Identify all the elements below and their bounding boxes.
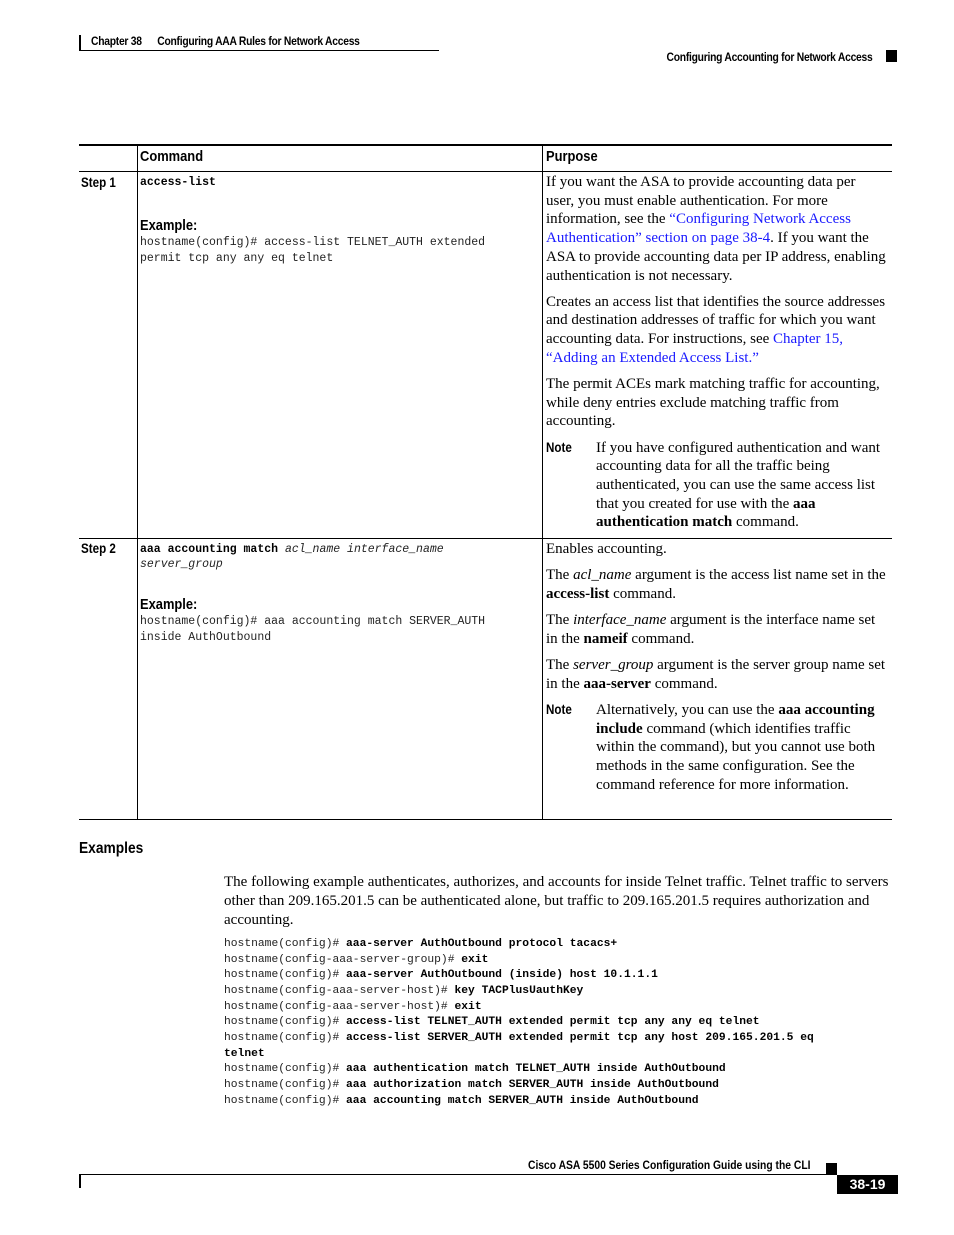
command-name: aaa authentication match xyxy=(596,495,816,531)
command-syntax-cont xyxy=(140,557,540,572)
argument-name: server_group xyxy=(573,657,654,674)
purpose-paragraph: Enables accounting. xyxy=(546,541,667,557)
command-cell xyxy=(140,542,540,646)
chapter-link[interactable]: Chapter 15, “Adding an Extended Access List.” xyxy=(546,331,844,366)
chapter-title: Configuring AAA Rules for Network Access xyxy=(157,34,360,48)
text: command. xyxy=(609,585,676,602)
code-prompt: hostname(config)# xyxy=(224,1094,347,1107)
text: argument is the interface name set in the xyxy=(546,612,876,647)
code-command: aaa authentication match TELNET_AUTH inside AuthOutbound xyxy=(346,1063,726,1076)
header-section-title: Configuring Accounting for Network Access xyxy=(666,50,872,64)
footer-left-bar xyxy=(79,1174,81,1188)
purpose-cell xyxy=(546,173,886,532)
code-command: access-list TELNET_AUTH extended permit tcp any any eq telnet xyxy=(346,1016,760,1029)
purpose-cell xyxy=(546,540,886,794)
example-code-line: hostname(config)# access-list TELNET_AUTH extended xyxy=(140,236,486,249)
command-syntax: access-list xyxy=(140,176,216,189)
code-line xyxy=(224,1094,814,1110)
code-line xyxy=(224,968,814,984)
text: The xyxy=(546,567,574,584)
step-label: Step 1 xyxy=(81,175,116,190)
cross-reference-link[interactable]: “Configuring Network Access Authentication” section on page 38-4 xyxy=(546,211,851,247)
code-prompt: hostname(config)# xyxy=(224,1063,347,1076)
command-name: access-list xyxy=(546,585,610,602)
step-label: Step 2 xyxy=(81,541,116,556)
code-command: exit xyxy=(461,953,489,966)
text: . If you want the ASA to provide accounting data per IP address, enabling authentication is not necessary. xyxy=(546,230,886,284)
code-line xyxy=(224,1047,814,1063)
example-label: Example: xyxy=(140,217,198,234)
text: The xyxy=(546,612,574,629)
footer-book-title: Cisco ASA 5500 Series Configuration Guide using the CLI xyxy=(527,1158,810,1172)
code-command: access-list SERVER_AUTH extended permit tcp any host 209.165.201.5 eq xyxy=(346,1031,814,1044)
header-marker-square xyxy=(886,50,897,62)
code-prompt: hostname(config)# xyxy=(224,1016,347,1029)
code-line xyxy=(224,1078,814,1094)
argument-name: acl_name xyxy=(573,567,632,584)
code-line xyxy=(224,937,814,953)
example-code-block xyxy=(224,937,814,1109)
code-line xyxy=(224,1062,814,1078)
note-text xyxy=(596,701,886,795)
note-text xyxy=(596,439,886,533)
code-line xyxy=(224,1031,814,1047)
purpose-paragraph xyxy=(546,293,886,368)
code-command: key TACPlusUauthKey xyxy=(454,984,584,997)
chapter-number: Chapter 38 xyxy=(91,34,142,48)
argument-name: interface_name xyxy=(573,612,667,629)
code-prompt: hostname(config-aaa-server-host)# xyxy=(224,984,455,997)
code-prompt: hostname(config)# xyxy=(224,938,347,950)
example-code-line: hostname(config)# aaa accounting match SERVER_AUTH xyxy=(140,615,486,628)
code-command: aaa-server AuthOutbound protocol tacacs+ xyxy=(346,938,618,950)
purpose-paragraph xyxy=(546,173,886,285)
example-code-line: permit tcp any any eq telnet xyxy=(140,252,334,265)
code-command: exit xyxy=(454,1000,482,1013)
code-prompt: hostname(config-aaa-server-group)# xyxy=(224,953,462,966)
code-prompt: hostname(config)# xyxy=(224,1078,347,1091)
row-rule xyxy=(79,538,892,539)
code-prompt: hostname(config)# xyxy=(224,1031,347,1044)
code-command: telnet xyxy=(224,1047,265,1060)
text: The xyxy=(546,657,574,674)
command-cell xyxy=(140,175,540,267)
code-command: aaa accounting match SERVER_AUTH inside AuthOutbound xyxy=(346,1094,699,1107)
examples-heading: Examples xyxy=(79,840,144,857)
column-divider-step xyxy=(137,144,138,820)
text: command (which identifies traffic within the command), but you cannot use both methods in the same configuration. See the command reference for more information. xyxy=(596,720,876,793)
text: command. xyxy=(650,675,718,692)
code-line xyxy=(224,984,814,1000)
code-line xyxy=(224,953,814,969)
text: command. xyxy=(627,630,695,647)
text: If you have configured authentication and want accounting data for all the traffic being authenticated, you can use the same access list that you created for use with the xyxy=(596,439,881,512)
code-command: aaa-server AuthOutbound (inside) host 10.1.1.1 xyxy=(346,969,658,982)
code-prompt: hostname(config-aaa-server-host)# xyxy=(224,1000,455,1013)
table-bottom-rule xyxy=(79,819,892,820)
footer-marker-square xyxy=(826,1163,837,1175)
command-name: aaa-server xyxy=(583,675,651,692)
text: Alternatively, you can use the xyxy=(596,701,779,718)
example-code-line: inside AuthOutbound xyxy=(140,631,272,644)
command-name: aaa accounting include xyxy=(596,701,875,737)
footer-rule xyxy=(79,1174,826,1175)
header-chapter xyxy=(91,34,360,48)
code-prompt: hostname(config)# xyxy=(224,969,347,982)
header-row-rule xyxy=(79,171,892,172)
column-header-command: Command xyxy=(140,148,204,165)
text: If you want the ASA to provide accounting data per user, you must enable authentication. For more information, see the xyxy=(546,174,856,228)
code-line xyxy=(224,1015,814,1031)
examples-paragraph: The following example authenticates, authorizes, and accounts for inside Telnet traffic. Telnet traffic to servers other than 209.165.201.5 can be authenticated alone, but traffic to 209.165.201.5 requires authorization and accounting. xyxy=(224,874,889,928)
text: argument is the access list name set in the xyxy=(631,567,886,584)
text: Creates an access list that identifies the source addresses and destination addresses of traffic for which you want accounting data. For instructions, see xyxy=(546,293,886,348)
purpose-paragraph xyxy=(546,611,886,648)
note xyxy=(546,701,886,795)
note-label: Note xyxy=(546,439,572,455)
header-rule xyxy=(79,50,439,51)
command-syntax xyxy=(140,542,540,557)
note-label: Note xyxy=(546,701,572,717)
header-left-bar xyxy=(79,35,81,51)
command-args: server_group xyxy=(140,558,223,571)
example-label: Example: xyxy=(140,596,198,613)
command-args: acl_name interface_name xyxy=(284,543,444,556)
purpose-paragraph xyxy=(546,656,886,693)
text: argument is the server group name set in the xyxy=(546,657,886,692)
column-divider-purpose xyxy=(542,144,543,820)
column-header-purpose: Purpose xyxy=(546,148,598,165)
table-top-rule xyxy=(79,144,892,146)
command-keyword: aaa accounting match xyxy=(140,543,279,556)
purpose-paragraph: The permit ACEs mark matching traffic for accounting, while deny entries exclude matching traffic from accounting. xyxy=(546,376,880,430)
note xyxy=(546,439,886,533)
command-name: nameif xyxy=(583,630,628,647)
code-command: aaa authorization match SERVER_AUTH inside AuthOutbound xyxy=(346,1078,719,1091)
text: command. xyxy=(732,514,799,531)
purpose-paragraph xyxy=(546,566,886,603)
page-number: 38-19 xyxy=(837,1175,898,1194)
code-line xyxy=(224,1000,814,1016)
